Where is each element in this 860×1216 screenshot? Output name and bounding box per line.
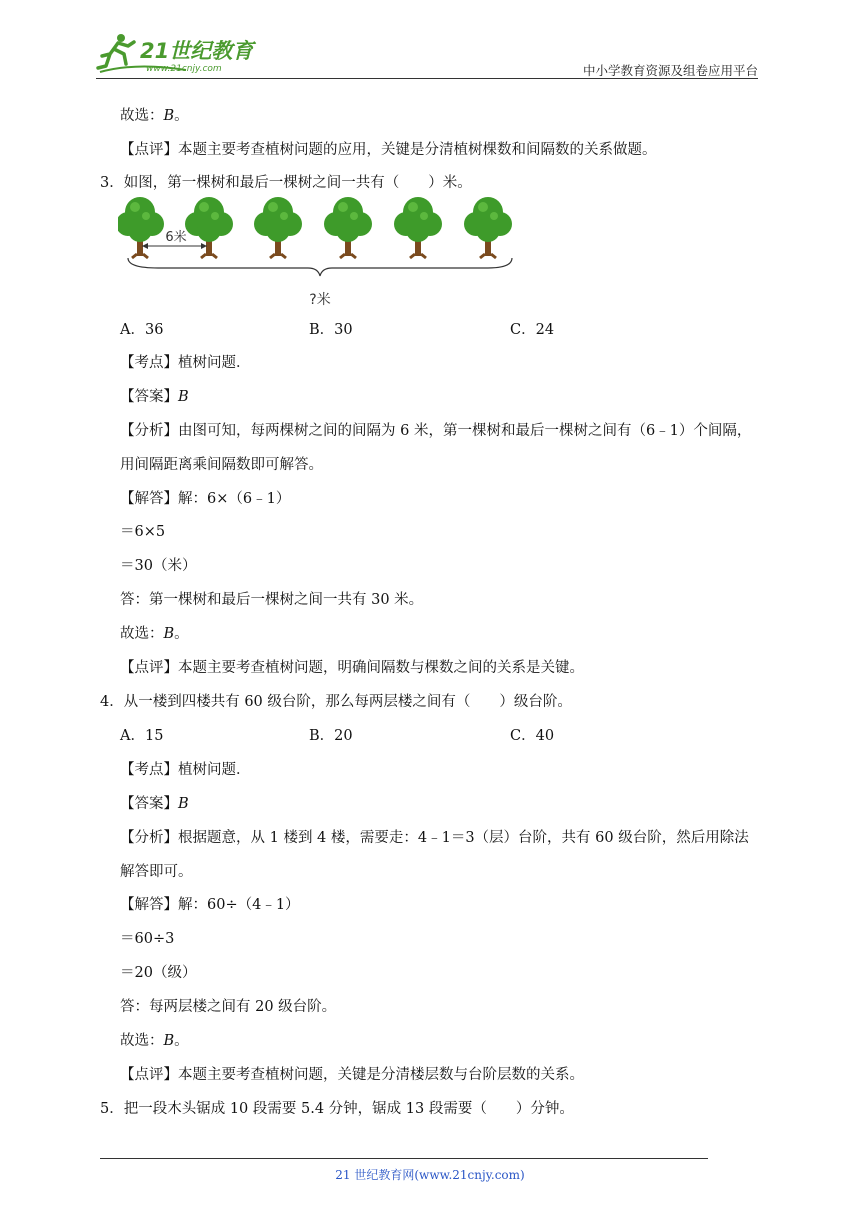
tree-icon	[324, 197, 372, 258]
q4-kaodian: 【考点】植树问题．	[120, 762, 251, 778]
q3-analysis-1: 【分析】由图可知，每两棵树之间的间隔为 6 米，第一棵树和最后一棵树之间有（6﹣1）个间隔，	[120, 423, 752, 439]
comment-line: 【点评】本题主要考查植树问题的应用，关键是分清植树棵数和间隔数的关系做题。	[120, 142, 657, 158]
q4-option-c: C．40	[510, 728, 555, 744]
q3-solution-2: ＝6×5	[120, 524, 166, 540]
q3-analysis-2: 用间隔距离乘间隔数即可解答。	[120, 457, 323, 473]
tree-icon	[394, 197, 442, 258]
tree-icon	[118, 197, 164, 258]
question-5-stem: 5．把一段木头锯成 10 段需要 5.4 分钟，锯成 13 段需要（ ）分钟。	[100, 1101, 574, 1117]
question-3-stem: 3．如图，第一棵树和最后一棵树之间一共有（ ）米。	[100, 175, 472, 191]
q4-solution-3: ＝20（级）	[120, 965, 197, 981]
q3-solution-1: 【解答】解：6×（6﹣1）	[120, 491, 291, 507]
q4-analysis-2: 解答即可。	[120, 864, 193, 880]
total-brace	[128, 258, 512, 276]
logo-main-text: 21世纪教育	[140, 39, 254, 63]
logo	[96, 32, 266, 76]
q3-reply: 答：第一棵树和最后一棵树之间一共有 30 米。	[120, 592, 424, 608]
tree-icon	[464, 197, 512, 258]
platform-name: 中小学教育资源及组卷应用平台	[582, 63, 758, 78]
q3-comment: 【点评】本题主要考查植树问题，明确间隔数与棵数之间的关系是关键。	[120, 660, 584, 676]
footer-link[interactable]: 21 世纪教育网(www.21cnjy.com)	[335, 1168, 525, 1182]
q3-choose: 故选：B。	[120, 626, 189, 642]
question-4-stem: 4．从一楼到四楼共有 60 级台阶，那么每两层楼之间有（ ）级台阶。	[100, 694, 572, 710]
q4-option-b: B．20	[309, 728, 353, 744]
q3-solution-3: ＝30（米）	[120, 558, 197, 574]
q4-comment: 【点评】本题主要考查植树问题，关键是分清楼层数与台阶层数的关系。	[120, 1067, 584, 1083]
q4-reply: 答：每两层楼之间有 20 级台阶。	[120, 999, 337, 1015]
q4-answer: 【答案】B	[120, 796, 189, 812]
choose-line: 故选：B。	[120, 108, 189, 124]
tree-figure	[118, 196, 518, 312]
tree-icon	[254, 197, 302, 258]
q4-choose: 故选：B。	[120, 1033, 189, 1049]
footer-divider	[100, 1158, 708, 1159]
q3-option-b: B．30	[309, 322, 353, 338]
logo-sub-text: www.21cnjy.com	[146, 64, 222, 74]
header-divider	[96, 78, 758, 79]
tree-icon	[185, 197, 233, 258]
distance-label: 6米	[165, 230, 187, 245]
q4-analysis-1: 【分析】根据题意，从 1 楼到 4 楼，需要走：4﹣1＝3（层）台阶，共有 60 级台阶，然后用除法	[120, 830, 749, 846]
q3-option-c: C．24	[510, 322, 555, 338]
q3-option-a: A．36	[120, 322, 164, 338]
total-label: ?米	[309, 292, 331, 308]
q4-solution-2: ＝60÷3	[120, 931, 175, 947]
q3-kaodian: 【考点】植树问题．	[120, 355, 251, 371]
q4-option-a: A．15	[120, 728, 164, 744]
page-header	[96, 32, 758, 78]
q3-answer: 【答案】B	[120, 389, 189, 405]
q4-solution-1: 【解答】解：60÷（4﹣1）	[120, 897, 300, 913]
